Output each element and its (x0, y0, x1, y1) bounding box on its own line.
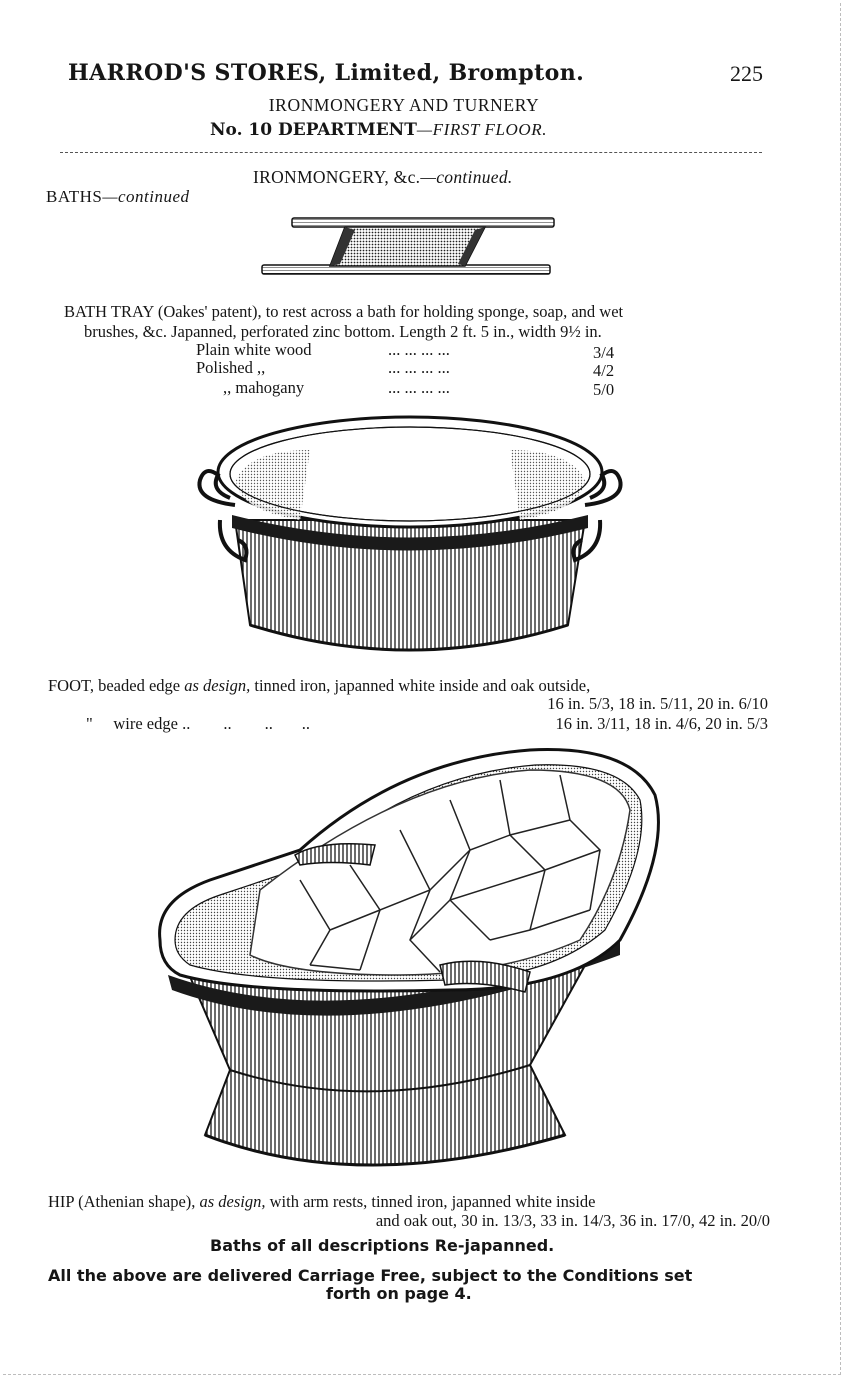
hip-bath-name: HIP (Athenian shape), (48, 1192, 196, 1211)
delivery-note-continued: forth on page 4. (326, 1284, 472, 1303)
section-title-text: IRONMONGERY, &c. (253, 167, 421, 187)
bath-tray-illustration (260, 210, 560, 285)
hip-bath-prices: and oak out, 30 in. 13/3, 33 in. 14/3, 36 in. 17/0, 42 in. 20/0 (375, 1211, 770, 1230)
hip-bath-material: with arm rests, tinned iron, japanned white inside (269, 1192, 596, 1211)
category-text: BATHS (46, 187, 103, 206)
store-heading: HARROD'S STORES, Limited, Brompton. (68, 60, 585, 86)
foot-bath-name: FOOT, beaded edge (48, 676, 181, 695)
tray-item-price: 5/0 (593, 380, 615, 399)
tray-item-name: ,, mahogany (223, 378, 305, 397)
foot-bath-material: tinned iron, japanned white inside and oak outside, (254, 676, 591, 695)
page-number: 225 (730, 61, 763, 86)
foot-bath-description (48, 676, 590, 696)
rejapanned-note: Baths of all descriptions Re-japanned. (210, 1236, 555, 1255)
tray-item-dots: ... ... ... ... (388, 358, 450, 377)
category-label (46, 187, 190, 207)
hip-bath-illustration (150, 740, 670, 1190)
bath-tray-description: BATH TRAY (Oakes' patent), to rest across a bath for holding sponge, soap, and wet (64, 302, 624, 321)
subheading: IRONMONGERY AND TURNERY (268, 95, 540, 115)
tray-item-name: Plain white wood (196, 340, 312, 359)
hip-bath-description (48, 1192, 595, 1212)
hip-bath-design: as design, (199, 1192, 266, 1211)
foot-bath-prices: 16 in. 5/3, 18 in. 5/11, 20 in. 6/10 (547, 694, 768, 713)
department-label: No. 10 DEPARTMENT (210, 120, 417, 140)
section-title-continued: —continued. (420, 167, 513, 187)
department-floor: —FIRST FLOOR. (416, 120, 548, 139)
tray-item-dots: ... ... ... ... (388, 378, 450, 397)
tray-item-dots: ... ... ... ... (388, 340, 450, 359)
tray-item-price: 4/2 (593, 361, 615, 380)
delivery-note: All the above are delivered Carriage Free, subject to the Conditions set (48, 1266, 693, 1285)
foot-bath-design: as design, (184, 676, 251, 695)
tray-item-price: 3/4 (593, 343, 615, 362)
foot-bath-wire-prices: 16 in. 3/11, 18 in. 4/6, 20 in. 5/3 (555, 714, 768, 733)
tray-item-name: Polished ,, (196, 358, 266, 377)
foot-bath-wire-edge: " wire edge .. .. .. .. (86, 714, 310, 733)
bath-tray-details: brushes, &c. Japanned, perforated zinc bottom. Length 2 ft. 5 in., width 9½ in. (84, 322, 602, 341)
section-title (253, 167, 513, 188)
category-continued: —continued (102, 187, 190, 206)
foot-bath-illustration (190, 410, 630, 670)
department-line (210, 120, 547, 140)
header-divider (60, 152, 762, 153)
